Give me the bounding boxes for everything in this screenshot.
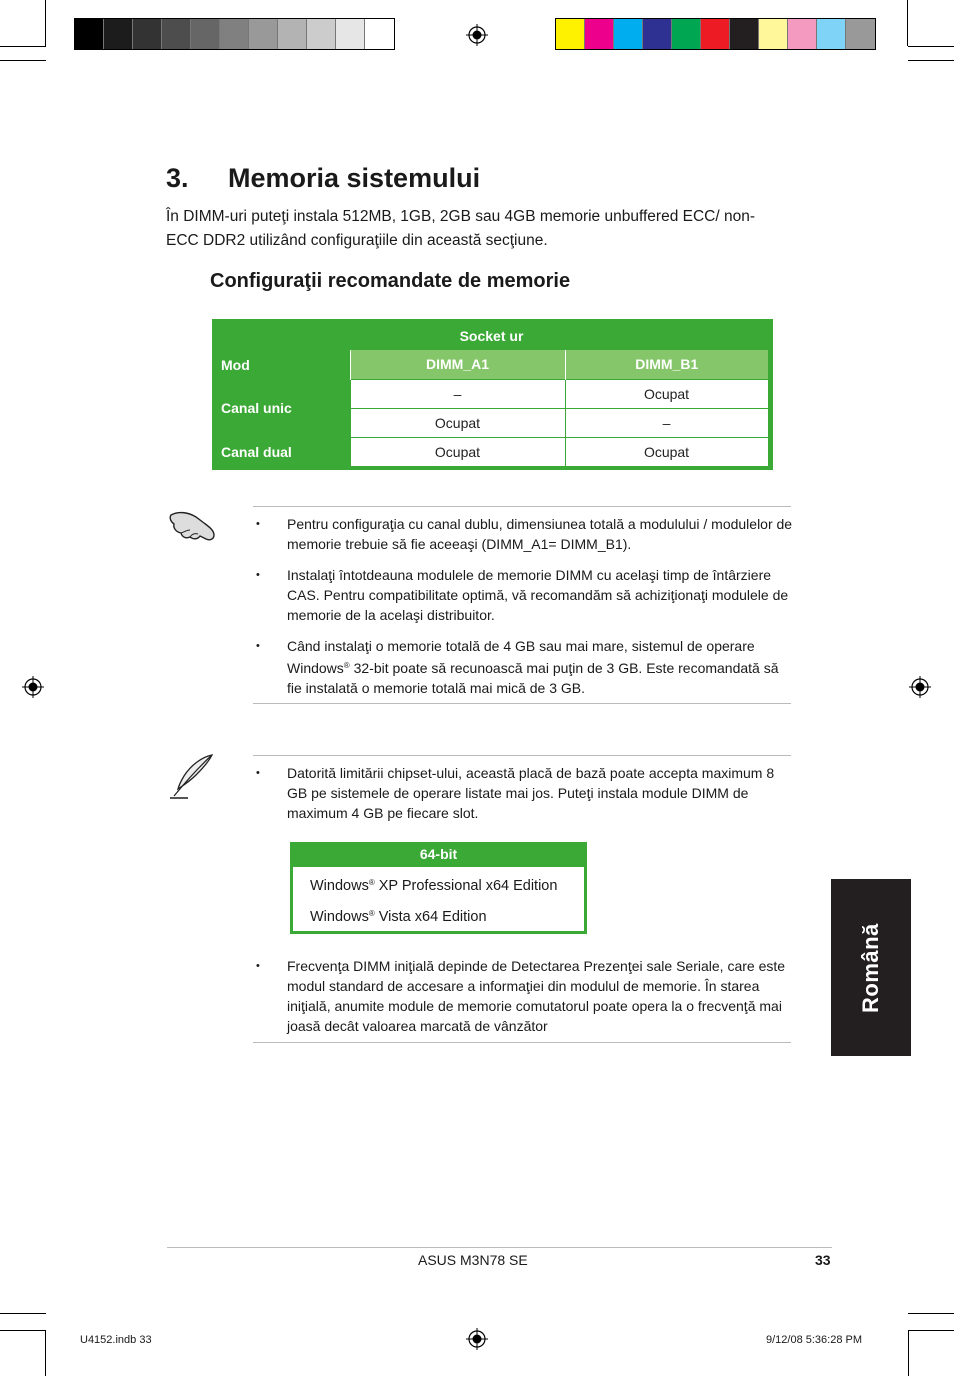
crop-mark: [908, 1330, 954, 1331]
crop-mark: [0, 60, 46, 61]
list-item: [256, 956, 796, 1036]
divider: [253, 755, 791, 756]
crop-mark: [908, 46, 954, 47]
column-header-dimm-a1: DIMM_A1: [350, 350, 565, 379]
footer-divider: [167, 1247, 832, 1248]
table-cell: Ocupat: [565, 379, 768, 408]
language-tab-label: Română: [858, 923, 883, 1013]
list-item: [256, 514, 796, 554]
pointing-hand-icon: [168, 506, 218, 544]
list-item: [256, 636, 796, 698]
table-cell: Ocupat: [565, 437, 768, 466]
crop-mark: [45, 0, 46, 46]
list-item: [256, 763, 796, 823]
registration-mark-icon: [22, 676, 44, 698]
color-swatch: [162, 19, 191, 49]
process-color-bar: [555, 18, 876, 50]
color-swatch: [614, 19, 643, 49]
bullet: •: [256, 767, 260, 779]
slug-date-info: 9/12/08 5:36:28 PM: [766, 1334, 863, 1346]
note-text: Când instalaţi o memorie totală de 4 GB sau mai mare, sistemul de operare Windows® 32-bit poate să recunoască mai puţin de 3 GB. Este recomandată să fie instalată o memorie totală mai mică de 3 GB.: [287, 638, 779, 696]
color-swatch: [788, 19, 817, 49]
color-swatch: [365, 19, 394, 49]
note-list-notes: [256, 763, 796, 823]
crop-mark: [45, 1330, 46, 1376]
table-caption: Socket ur: [459, 328, 524, 344]
page-title: [166, 163, 480, 194]
color-swatch: [672, 19, 701, 49]
crop-mark: [908, 1313, 954, 1314]
color-swatch: [701, 19, 730, 49]
crop-mark: [907, 0, 908, 46]
section-title: Memoria sistemului: [228, 163, 481, 193]
bullet: •: [256, 518, 260, 530]
grayscale-color-bar: [74, 18, 395, 50]
color-swatch: [730, 19, 759, 49]
color-swatch: [846, 19, 875, 49]
column-header-mode: Mod: [215, 350, 350, 379]
divider: [253, 1042, 791, 1043]
note-text: Frecvenţa DIMM iniţială depinde de Detectarea Prezenţei sale Seriale, care este modul standard de accesare a informaţiei din modulul de memorie. În starea iniţială, anumite module de memorie comutatorul poate opera la o frecvenţă mai joasă decât valoarea marcată de vânzător: [287, 958, 786, 1034]
os-table-header: 64-bit: [419, 846, 458, 862]
crop-mark: [0, 1330, 46, 1331]
subsection-title: Configuraţii recomandate de memorie: [210, 270, 571, 292]
note-text: Pentru configuraţia cu canal dublu, dimensiunea totală a modulului / modulelor de memorie trebuie să fie aceeaşi (DIMM_A1= DIMM_B1).: [287, 516, 793, 552]
color-swatch: [336, 19, 365, 49]
page-number: 33: [815, 1252, 831, 1268]
table-cell: Ocupat: [350, 408, 565, 437]
slug-file-info: U4152.indb 33: [80, 1334, 152, 1346]
language-tab: [831, 879, 911, 1056]
os-support-table: [290, 842, 587, 934]
row-label-single-channel: Canal unic: [215, 379, 350, 437]
intro-paragraph: În DIMM-uri puteţi instala 512MB, 1GB, 2GB sau 4GB memorie unbuffered ECC/ non-ECC DDR2 utilizând configuraţiile din această secţiune.: [166, 208, 755, 249]
os-row-xp: Windows® XP Professional x64 Edition: [310, 878, 558, 894]
color-swatch: [220, 19, 249, 49]
note-text: Instalaţi întotdeauna modulele de memorie DIMM cu acelaşi timp de întârziere CAS. Pentru compatibilitate optimă, vă recomandăm să achiziţionaţi modulele de memorie de la acelaşi distribuitor.: [287, 567, 789, 623]
table-cell: –: [350, 379, 565, 408]
table-cell: Ocupat: [350, 437, 565, 466]
divider: [253, 703, 791, 704]
color-swatch: [307, 19, 336, 49]
section-number: 3.: [166, 163, 189, 193]
color-swatch: [759, 19, 788, 49]
color-swatch: [75, 19, 104, 49]
color-swatch: [191, 19, 220, 49]
divider: [253, 506, 791, 507]
list-item: [256, 565, 796, 625]
table-cell: –: [565, 408, 768, 437]
crop-mark: [908, 1330, 909, 1376]
color-swatch: [133, 19, 162, 49]
column-header-dimm-b1: DIMM_B1: [565, 350, 768, 379]
memory-config-table: [212, 319, 773, 470]
color-swatch: [585, 19, 614, 49]
os-table-body: [293, 867, 584, 931]
bullet: •: [256, 640, 260, 652]
color-swatch: [278, 19, 307, 49]
footer-product-name: ASUS M3N78 SE: [418, 1252, 528, 1268]
color-swatch: [556, 19, 585, 49]
row-label-dual-channel: Canal dual: [215, 437, 350, 466]
color-swatch: [817, 19, 846, 49]
crop-mark: [908, 60, 954, 61]
note-text: Datorită limitării chipset-ului, această placă de bază poate accepta maximum 8 GB pe sistemele de operare listate mai jos. Puteţi instala module DIMM de maximum 4 GB pe fiecare slot.: [287, 765, 775, 821]
color-swatch: [249, 19, 278, 49]
bullet: •: [256, 960, 260, 972]
registration-mark-icon: [909, 676, 931, 698]
color-swatch: [643, 19, 672, 49]
registration-mark-icon: [466, 1328, 488, 1350]
os-row-vista: Windows® Vista x64 Edition: [310, 909, 487, 925]
registration-mark-icon: [466, 24, 488, 46]
color-swatch: [104, 19, 133, 49]
quill-pen-icon: [166, 752, 216, 802]
crop-mark: [0, 1313, 46, 1314]
note-list-frequency: [256, 956, 796, 1036]
crop-mark: [0, 46, 46, 47]
note-list-important: [256, 514, 796, 698]
bullet: •: [256, 569, 260, 581]
